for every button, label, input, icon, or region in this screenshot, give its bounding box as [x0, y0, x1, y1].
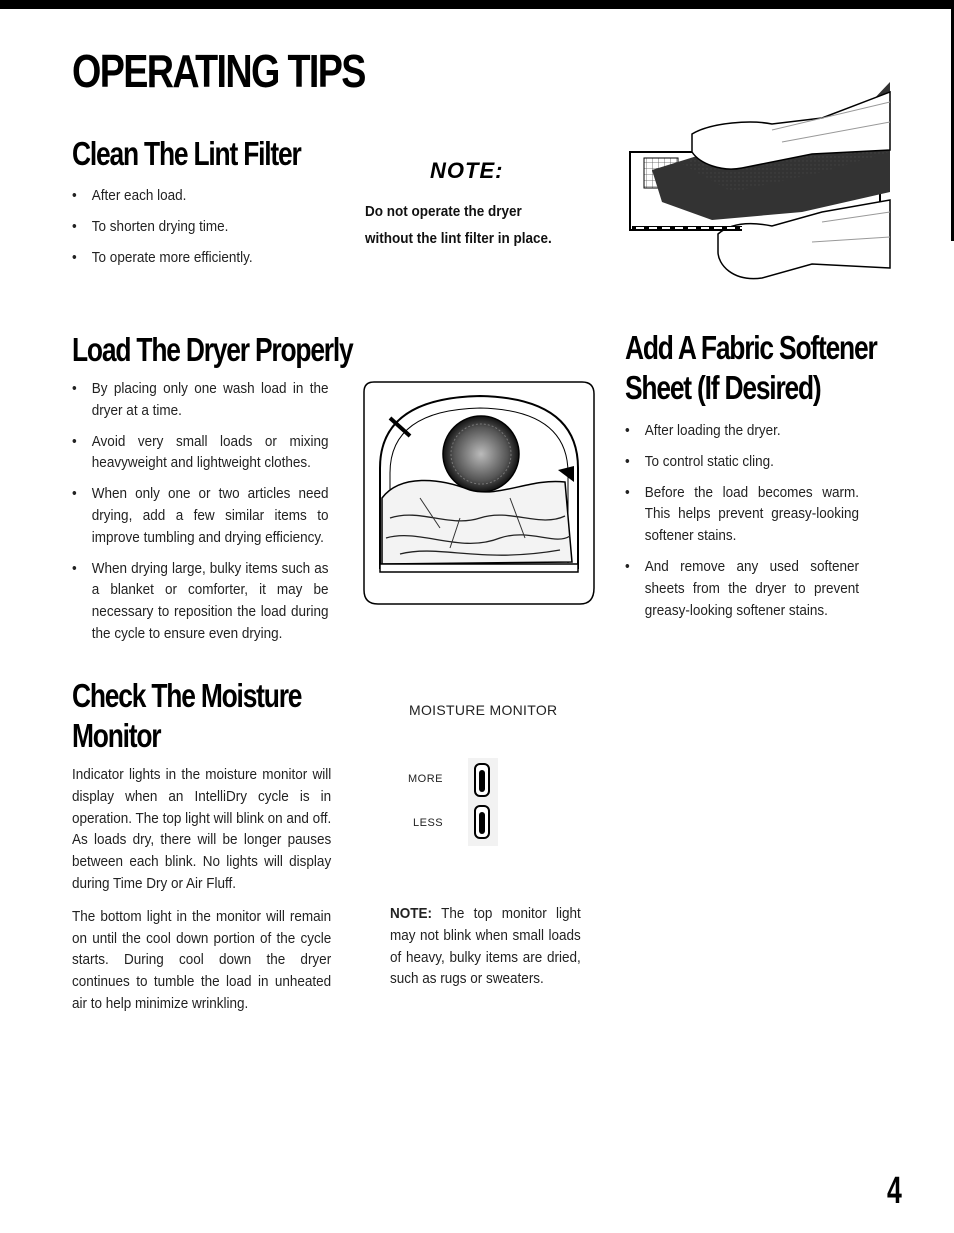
softener-section [625, 420, 859, 630]
softener-heading [625, 328, 877, 409]
load-bullets [72, 378, 329, 645]
note-body: Do not operate the dryer without the lint filter in place. [365, 203, 552, 247]
list-item: • Before the load becomes warm. This helps prevent greasy-looking softener stains. [625, 482, 859, 547]
less-label: LESS [413, 817, 444, 829]
moisture-heading [72, 676, 301, 757]
lint-section [72, 185, 333, 277]
softener-bullets [625, 420, 859, 621]
monitor-note [390, 903, 581, 990]
lint-filter-illustration [622, 72, 892, 284]
lint-bullets [72, 185, 333, 268]
list-item: • By placing only one wash load in the dryer at a time. [72, 378, 329, 422]
more-label: MORE [408, 773, 443, 785]
moisture-heading-line1: Check The Moisture [72, 677, 302, 714]
list-item: • And remove any used softener sheets from the dryer to prevent greasy-looking softener stains. [625, 556, 859, 621]
list-item: • When only one or two articles need drying, add a few similar items to improve tumbling and drying efficiency. [72, 483, 329, 548]
softener-heading-line1: Add A Fabric Softener [625, 329, 877, 366]
page-title: OPERATING TIPS [72, 45, 365, 97]
list-item: • When drying large, bulky items such as a blanket or comforter, it may be necessary to reposition the load during the cycle to ensure even drying. [72, 558, 329, 645]
list-item: • To operate more efficiently. [72, 247, 333, 269]
monitor-note-label: NOTE: [390, 905, 433, 922]
monitor-note-text: The top monitor light may not blink when small loads of heavy, bulky items are dried, such as rugs or sweaters. [390, 905, 581, 988]
moisture-paragraph-1: Indicator lights in the moisture monitor will display when an IntelliDry cycle is in operation. The top light will blink on and off. As loads dry, there will be longer pauses between each blink. No lights will display during Time Dry or Air Fluff. [72, 766, 332, 892]
list-item: • To shorten drying time. [72, 216, 333, 238]
list-item: • After loading the dryer. [625, 420, 859, 442]
moisture-monitor-label: MOISTURE MONITOR [409, 702, 558, 718]
load-heading: Load The Dryer Properly [72, 331, 353, 368]
moisture-heading-line2: Monitor [72, 717, 161, 755]
softener-heading-line2: Sheet (If Desired) [625, 369, 821, 407]
top-rule [0, 0, 954, 9]
note-title: NOTE: [430, 158, 504, 183]
load-section [72, 378, 329, 654]
dryer-drum-illustration [360, 378, 600, 610]
page-number: 4 [887, 1170, 902, 1212]
list-item: • Avoid very small loads or mixing heavyweight and lightweight clothes. [72, 431, 329, 475]
lint-heading: Clean The Lint Filter [72, 135, 301, 172]
list-item: • To control static cling. [625, 451, 859, 473]
moisture-monitor-indicator [466, 756, 500, 848]
moisture-paragraph-2: The bottom light in the monitor will remain on until the cool down portion of the cycle starts. During cool down the dryer continues to tumble the load in unheated air to help minimize wrinkling. [72, 907, 332, 1012]
list-item: • After each load. [72, 185, 333, 207]
drum-vent [443, 416, 519, 492]
moisture-section [72, 764, 331, 1015]
